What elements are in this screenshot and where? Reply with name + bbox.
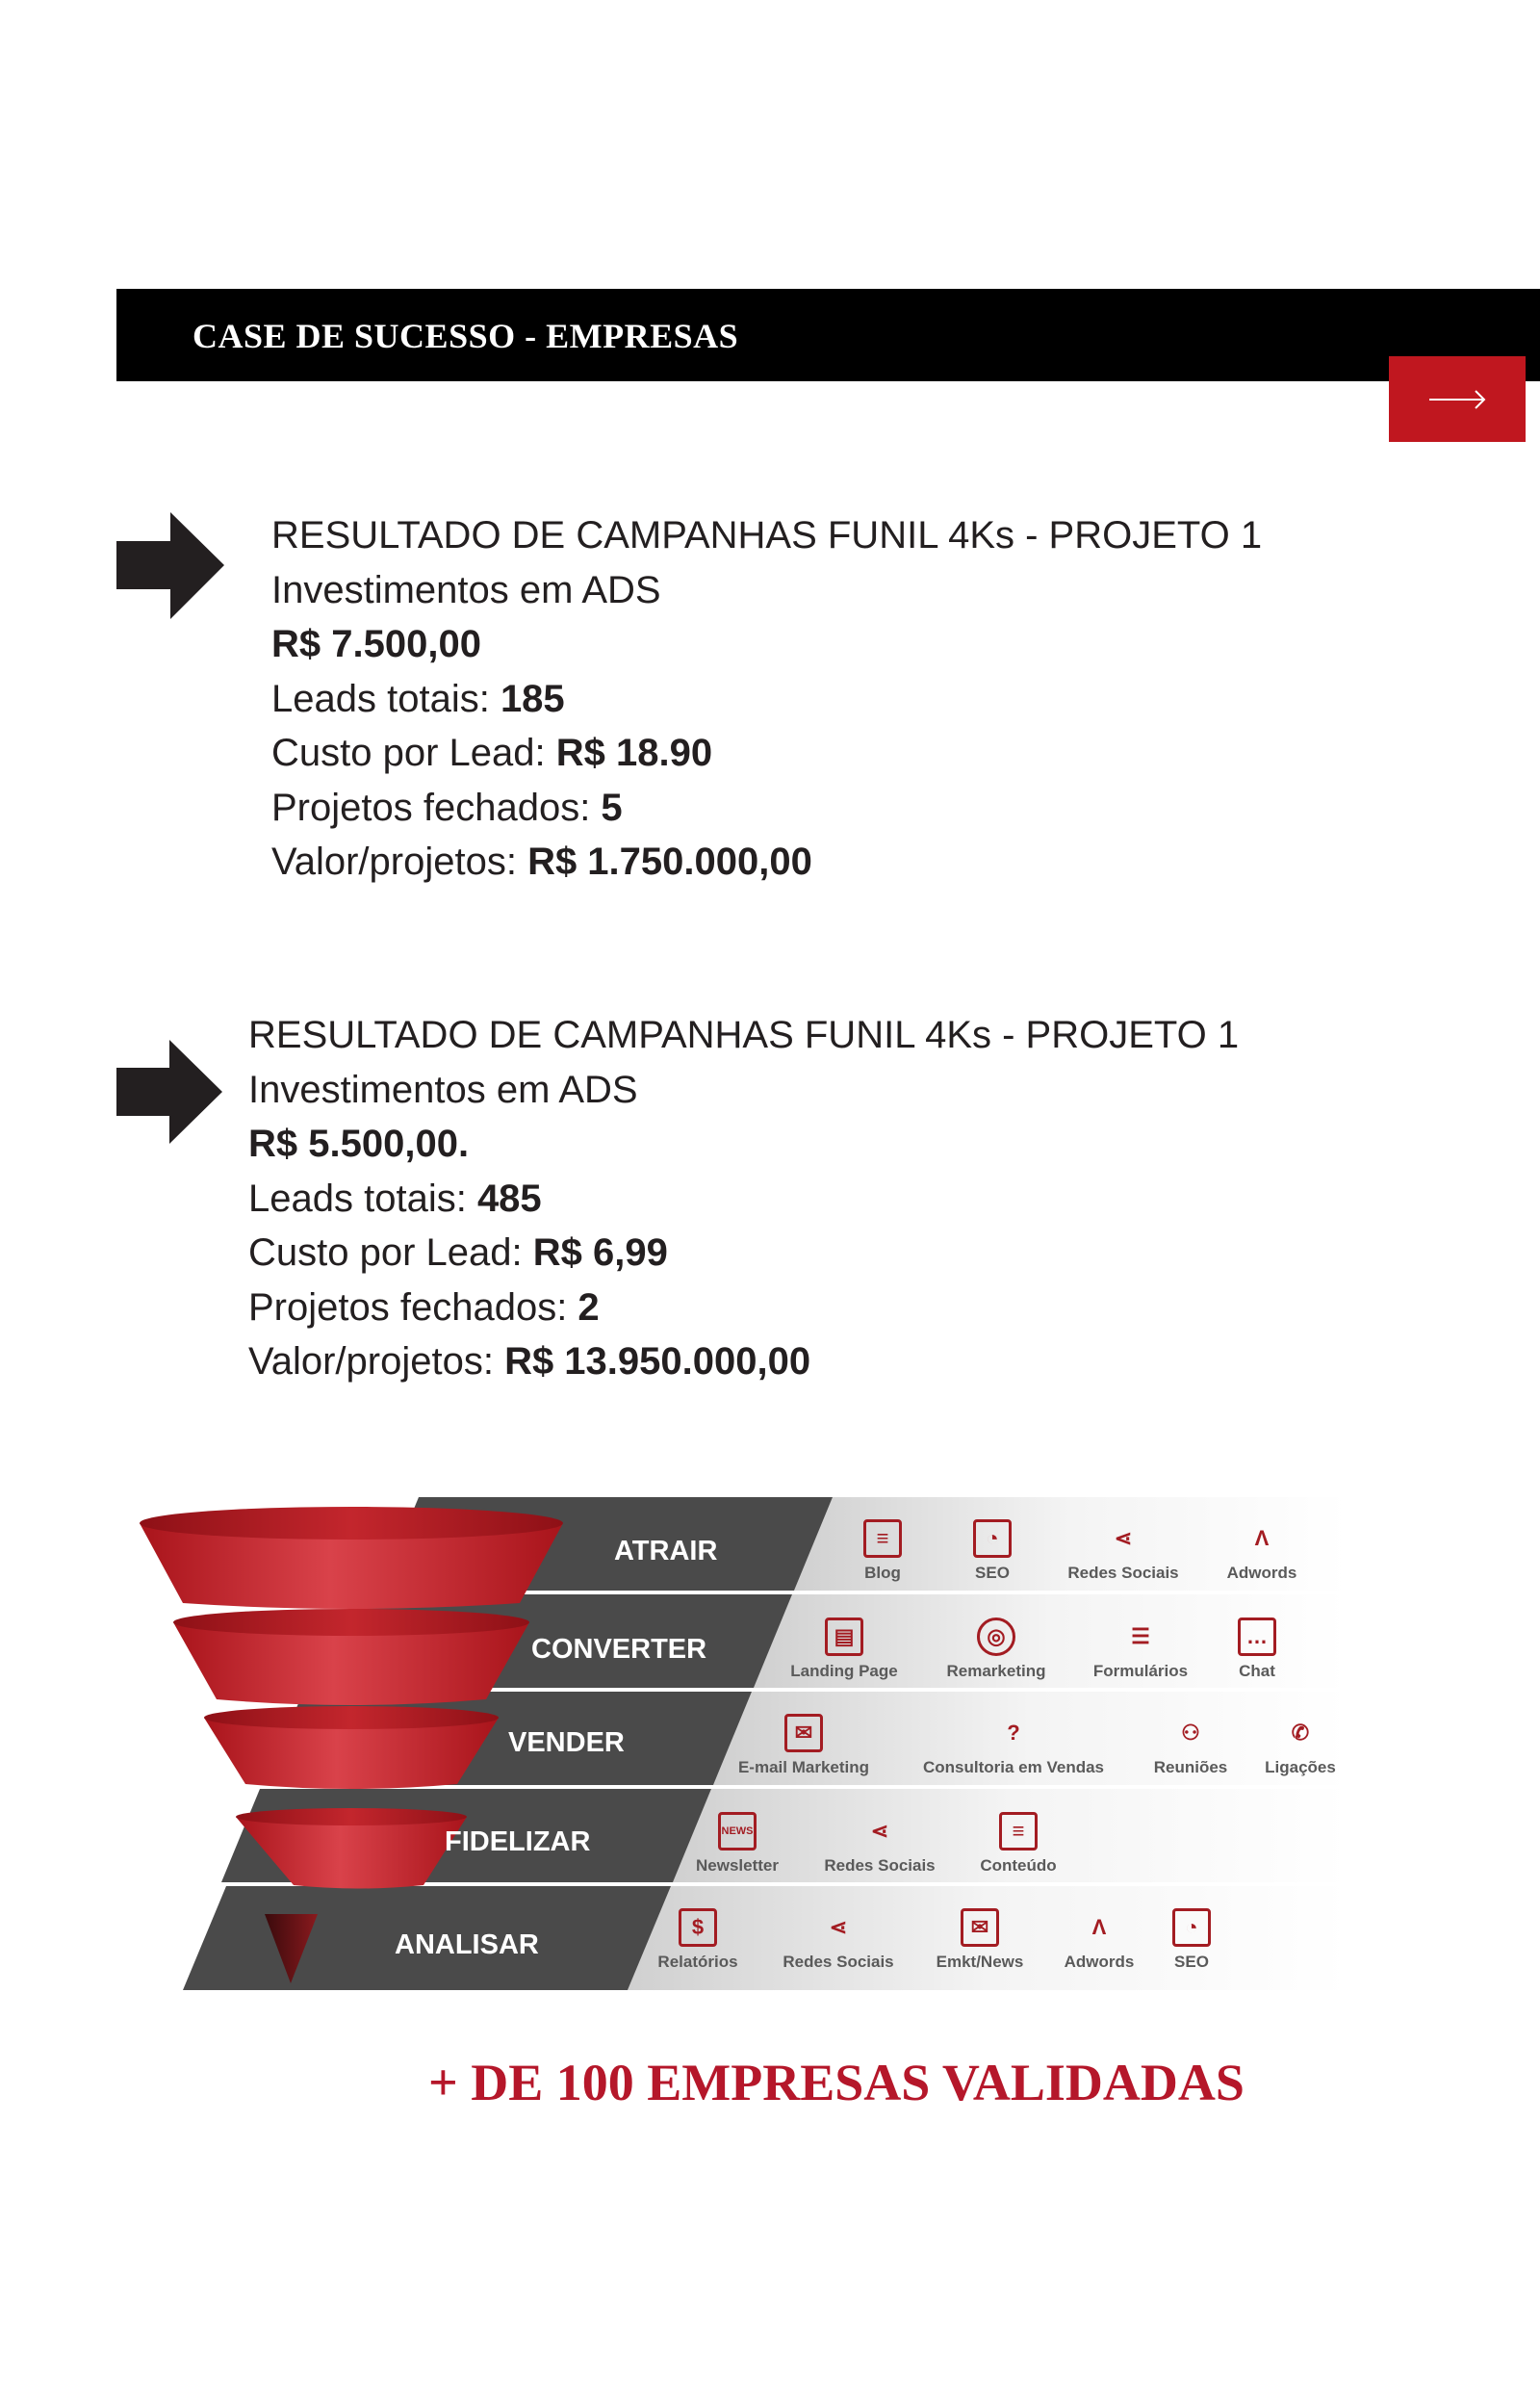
closed-value: 2 [578,1285,600,1329]
investment-label: Investimentos em ADS [271,568,661,611]
funnel-item: ≡ Blog [810,1519,955,1583]
closed-label: Projetos fechados: [271,786,602,829]
funnel-item: ≡ Conteúdo [946,1812,1091,1876]
leads-label: Leads totais: [248,1177,477,1220]
leads-label: Leads totais: [271,677,500,720]
arrow-right-icon [116,1040,222,1144]
funnel-item: ☰ Formulários [1068,1618,1213,1681]
share-icon: ⋖ [1114,1526,1133,1550]
share-icon: ⋖ [870,1819,889,1843]
funnel-item: ◎ Remarketing [924,1618,1068,1681]
leads-value: 485 [476,1177,542,1220]
funnel-stage-analisar: ANALISAR [395,1929,539,1960]
investment-label: Investimentos em ADS [248,1068,638,1111]
funnel-item: ⋖ Redes Sociais [1051,1519,1195,1583]
next-button[interactable] [1389,356,1526,442]
meeting-icon: ⚇ [1181,1721,1200,1745]
adwords-icon: Λ [1091,1915,1107,1939]
seo-presentation-icon: ◔ [1172,1908,1211,1947]
phone-call-icon: ✆ [1291,1721,1310,1745]
cpl-label: Custo por Lead: [271,732,556,774]
result-title: RESULTADO DE CAMPANHAS FUNIL 4Ks - PROJETO 1 [248,1014,1240,1056]
cpl-value: R$ 6,99 [532,1231,668,1274]
chat-icon: … [1238,1618,1276,1656]
closed-value: 5 [601,786,623,829]
funnel-item: … Chat [1185,1618,1329,1681]
result-text-1 [271,508,1262,890]
cpl-value: R$ 18.90 [555,732,713,774]
blog-icon: ≡ [863,1519,902,1558]
landing-page-icon: ▤ [825,1618,863,1656]
adwords-icon: Λ [1254,1526,1270,1550]
target-icon: ◎ [977,1618,1015,1656]
project-value-label: Valor/projetos: [271,841,528,883]
project-value-label: Valor/projetos: [248,1340,505,1383]
validated-companies-tagline: + DE 100 EMPRESAS VALIDADAS [428,2054,1245,2111]
seo-presentation-icon: ◔ [973,1519,1012,1558]
investment-value: R$ 5.500,00. [248,1123,470,1165]
project-value: R$ 13.950.000,00 [504,1340,811,1383]
result-text-2 [248,1008,1239,1389]
leads-value: 185 [500,677,565,720]
investment-value: R$ 7.500,00 [271,623,481,665]
form-list-icon: ☰ [1131,1624,1150,1648]
closed-label: Projetos fechados: [248,1285,578,1329]
project-value: R$ 1.750.000,00 [527,841,812,883]
long-arrow-right-icon [1427,388,1487,411]
funnel-item: ⋖ Redes Sociais [766,1908,911,1972]
funnel-item: ⚇ Reuniões [1118,1714,1263,1777]
email-letter-icon: ✉ [784,1714,823,1752]
funnel-item: ▤ Landing Page [772,1618,916,1681]
content-icon: ≡ [999,1812,1038,1851]
share-icon: ⋖ [829,1915,848,1939]
section-title: CASE DE SUCESSO - EMPRESAS [192,317,739,355]
funnel-item: Λ Adwords [1027,1908,1171,1972]
consulting-icon: ? [1007,1721,1020,1745]
funnel-stage-fidelizar: FIDELIZAR [445,1826,591,1857]
funnel-item: ✉ Emkt/News [908,1908,1052,1972]
funnel-item: ◔ SEO [1119,1908,1264,1972]
funnel-item: $ Relatórios [626,1908,770,1972]
funnel-item: ⋖ Redes Sociais [808,1812,952,1876]
arrow-right-icon [116,512,224,619]
newspaper-icon: NEWS [718,1812,757,1851]
funnel-item: ✆ Ligações [1228,1714,1373,1777]
report-icon: $ [679,1908,717,1947]
funnel-item: ✉ E-mail Marketing [732,1714,876,1777]
funnel-item: ◔ SEO [920,1519,1065,1583]
funnel-stage-atrair: ATRAIR [614,1536,718,1566]
cpl-label: Custo por Lead: [248,1231,533,1274]
funnel-item: Λ Adwords [1190,1519,1334,1583]
funnel-stage-converter: CONVERTER [531,1634,707,1665]
funnel-stage-vender: VENDER [508,1727,625,1758]
result-title: RESULTADO DE CAMPANHAS FUNIL 4Ks - PROJETO 1 [271,514,1263,556]
email-letter-icon: ✉ [961,1908,999,1947]
section-header-bar [116,289,1540,381]
funnel-item: ? Consultoria em Vendas [941,1714,1086,1777]
funnel-item: NEWS Newsletter [665,1812,809,1876]
